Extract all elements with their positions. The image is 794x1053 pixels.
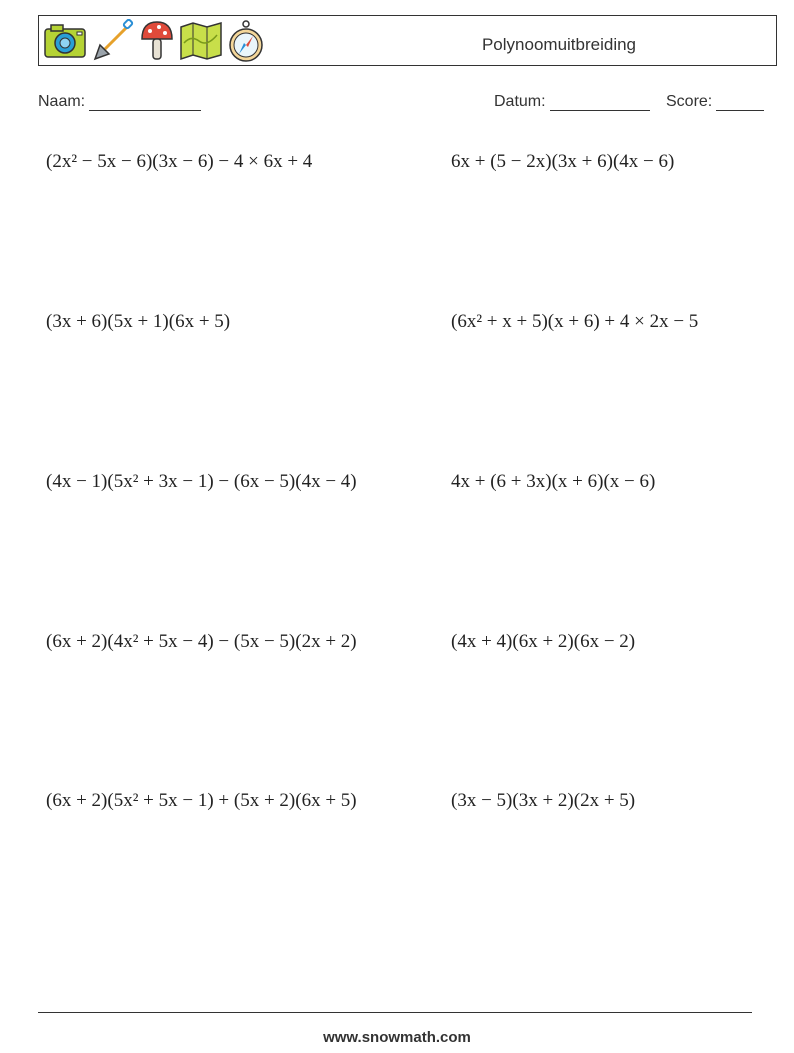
score-field: [666, 93, 764, 111]
name-blank[interactable]: [89, 94, 201, 111]
name-field: [38, 93, 201, 111]
date-field: [494, 93, 650, 111]
compass-icon: [227, 19, 265, 63]
name-label: Naam:: [38, 93, 86, 110]
problem-7: (6x + 2)(4x² + 5x − 4) − (5x − 5)(2x + 2): [46, 631, 357, 652]
problem-10: (3x − 5)(3x + 2)(2x + 5): [451, 790, 636, 811]
problem-6: 4x + (6 + 3x)(x + 6)(x − 6): [451, 471, 656, 492]
problem-9: (6x + 2)(5x² + 5x − 1) + (5x + 2)(6x + 5): [46, 790, 357, 811]
problem-8: (4x + 4)(6x + 2)(6x − 2): [451, 631, 636, 652]
problem-2: 6x + (5 − 2x)(3x + 6)(4x − 6): [451, 151, 675, 172]
problem-3: (3x + 6)(5x + 1)(6x + 5): [46, 311, 231, 332]
date-blank[interactable]: [550, 94, 650, 111]
problem-5: (4x − 1)(5x² + 3x − 1) − (6x − 5)(4x − 4): [46, 471, 357, 492]
problem-1: (2x² − 5x − 6)(3x − 6) − 4 × 6x + 4: [46, 151, 313, 172]
worksheet-title: Polynoomuitbreiding: [481, 35, 637, 54]
footer-website: www.snowmath.com: [323, 1029, 471, 1046]
map-icon: [179, 21, 223, 61]
score-label: Score:: [666, 93, 713, 110]
footer-divider: [38, 1012, 752, 1013]
header-icons: [43, 19, 265, 63]
camera-icon: [43, 21, 87, 61]
problem-4: (6x² + x + 5)(x + 6) + 4 × 2x − 5: [451, 311, 699, 332]
mushroom-icon: [139, 19, 175, 63]
shovel-icon: [91, 19, 135, 63]
score-blank[interactable]: [716, 94, 764, 111]
date-label: Datum:: [494, 93, 546, 110]
worksheet-header: [38, 15, 777, 66]
